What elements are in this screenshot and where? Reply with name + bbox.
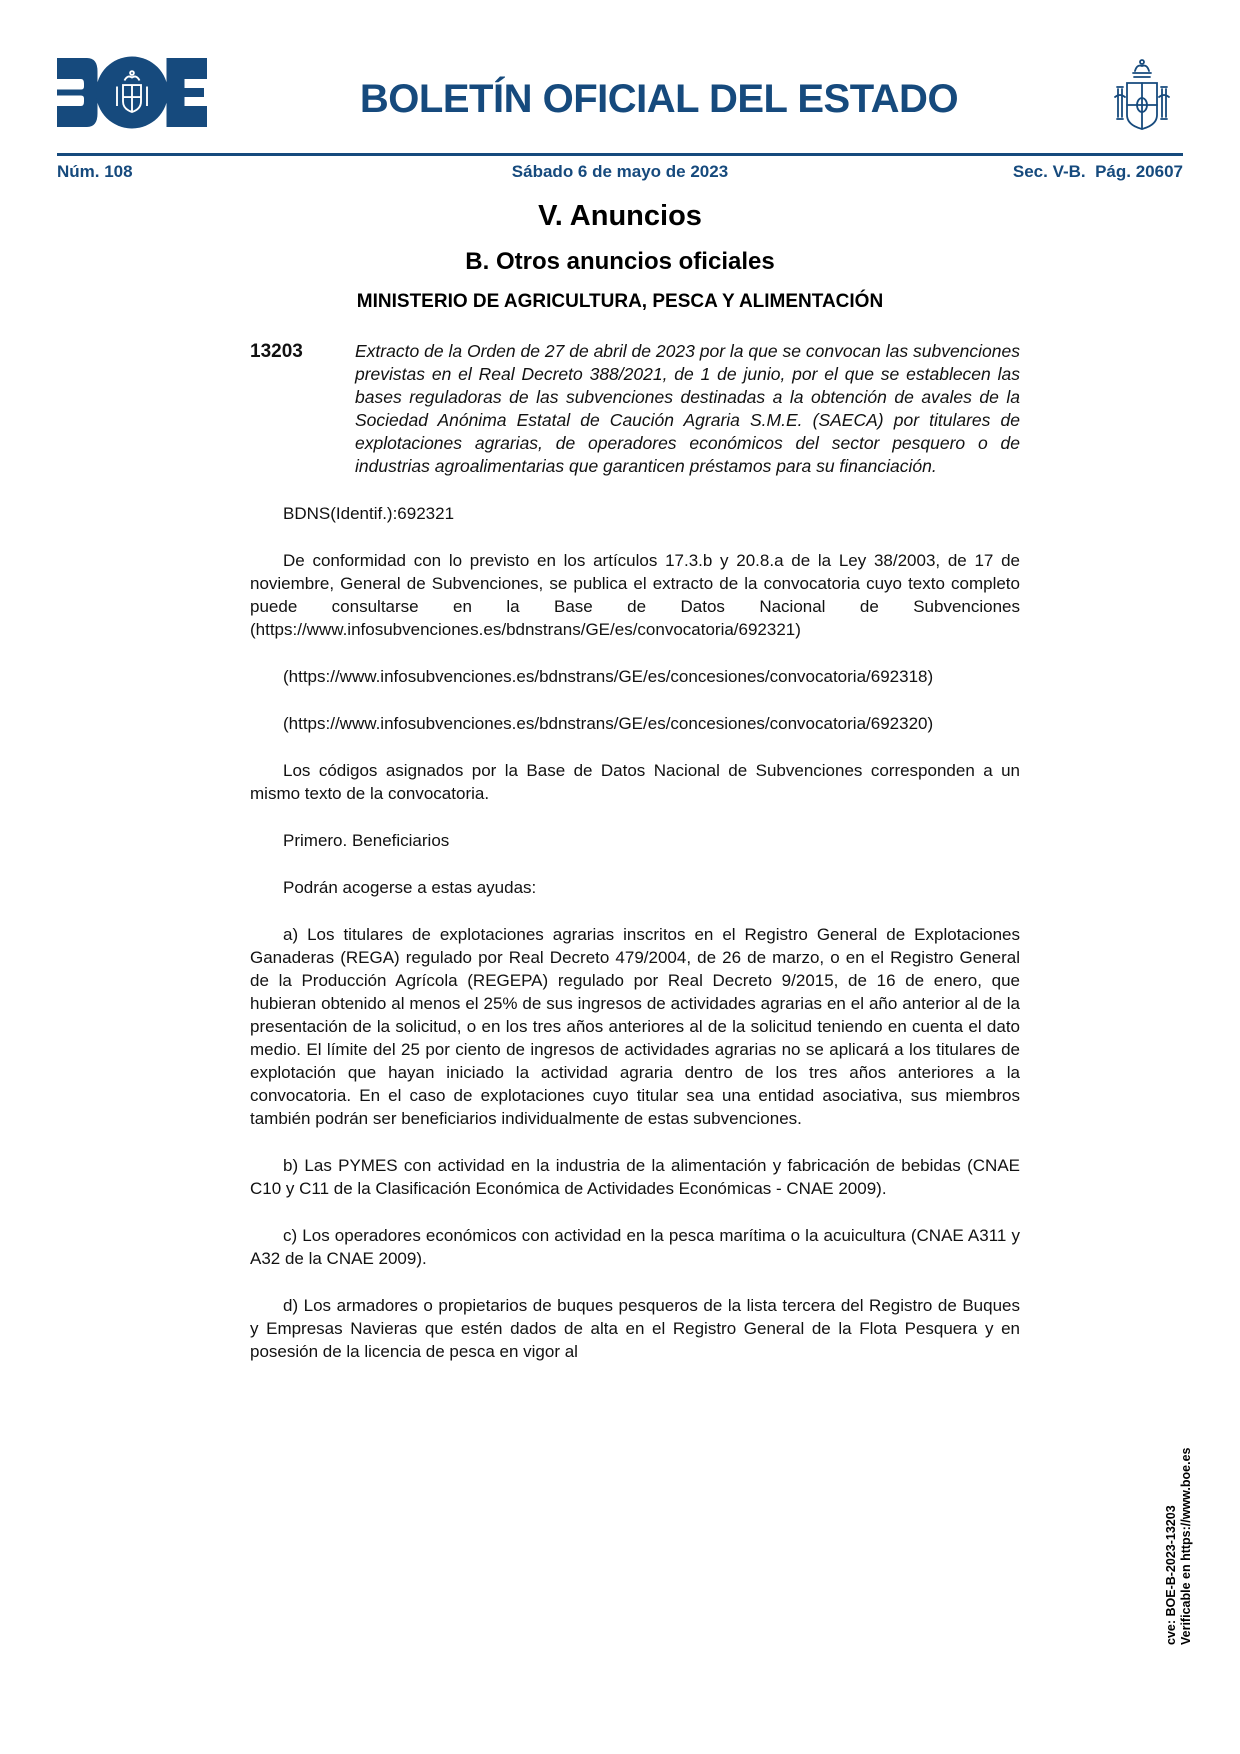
spain-coat-of-arms-icon (1111, 57, 1173, 141)
body-paragraph-item-a: a) Los titulares de explotaciones agrarias inscritos en el Registro General de Explotaciones Ganaderas (REGA) regulado por Real Decreto 479/2004, de 26 de marzo, o en el Registro General de la Producción Agrícola (REGEPA) regulado por Real Decreto 9/2015, de 16 de enero, que hubieran obtenido al menos el 25% de sus ingresos de actividades agrarias en el año anterior al de la presentación de la solicitud, o en los tres años anteriores al de la solicitud teniendo en cuenta el dato medio. El límite del 25 por ciento de ingresos de actividades agrarias no se aplicará a los titulares de explotación que hayan iniciado la actividad agraria dentro de los tres años anteriores a la convocatoria. En el caso de explotaciones cuyo titular sea una entidad asociativa, sus miembros también podrán ser beneficiarios individualmente de estas subvenciones. (250, 925, 1020, 1128)
cve-code: cve: BOE-B-2023-13203 (1164, 1505, 1178, 1645)
boe-logo-icon (57, 55, 207, 130)
announcement-extract: Extracto de la Orden de 27 de abril de 2023 por la que se convocan las subvenciones previstas en el Real Decreto 388/2021, de 1 de junio, por el que se establecen las bases reguladoras de las subvenciones destinadas a la obtención de avales de la Sociedad Anónima Estatal de Caución Agraria S.M.E. (SAECA) por titulares de explotaciones agrarias, de operadores económicos del sector pesquero o de industrias agroalimentarias que garanticen préstamos para su financiación. (355, 341, 1020, 476)
body-paragraph-url: (https://www.infosubvenciones.es/bdnstrans/GE/es/concesiones/convocatoria/692318) (283, 667, 934, 686)
cve-verifiable: Verificable en https://www.boe.es (1179, 1447, 1193, 1645)
issue-date: Sábado 6 de mayo de 2023 (511, 162, 729, 181)
announcement-number: 13203 (250, 341, 303, 362)
body-paragraph-item-d: d) Los armadores o propietarios de buques pesqueros de la lista tercera del Registro de Buques y Empresas Navieras que estén dados de alta en el Registro General de la Flota Pesquera y en posesión de la licencia de pesca en vigor al (250, 1296, 1020, 1361)
cve-vertical-text (1164, 1447, 1194, 1645)
ministry-heading: MINISTERIO DE AGRICULTURA, PESCA Y ALIMENTACIÓN (356, 291, 884, 312)
issue-number: Núm. 108 (57, 162, 133, 181)
masthead (57, 55, 1183, 141)
body-paragraph-url: (https://www.infosubvenciones.es/bdnstrans/GE/es/concesiones/convocatoria/692320) (283, 714, 934, 733)
body-paragraph-bdns: BDNS(Identif.):692321 (283, 504, 455, 523)
body-paragraph: Podrán acogerse a estas ayudas: (283, 878, 537, 897)
body-copy (250, 502, 1020, 1363)
body-paragraph: De conformidad con lo previsto en los artículos 17.3.b y 20.8.a de la Ley 38/2003, de 17 de noviembre, General de Subvenciones, se publica el extracto de la convocatoria cuyo texto completo puede consultarse en la Base de Datos Nacional de Subvenciones (https://www.infosubvenciones.es/bdnstrans/GE/es/convocatoria/692321) (250, 551, 1020, 639)
header-meta-row (57, 156, 1183, 182)
subsection-heading: B. Otros anuncios oficiales (465, 248, 775, 275)
page-title: BOLETÍN OFICIAL DEL ESTADO (359, 77, 959, 121)
body-paragraph-first-heading: Primero. Beneficiarios (283, 831, 450, 850)
announcement (250, 340, 1020, 478)
body-paragraph-item-b: b) Las PYMES con actividad en la industria de la alimentación y fabricación de bebidas (CNAE C10 y C11 de la Clasificación Económica de Actividades Económicas - CNAE 2009). (250, 1156, 1020, 1198)
body-paragraph-item-c: c) Los operadores económicos con actividad en la pesca marítima o la acuicultura (CNAE A311 y A32 de la CNAE 2009). (250, 1226, 1020, 1268)
section-heading: V. Anuncios (538, 200, 702, 232)
body-paragraph: Los códigos asignados por la Base de Datos Nacional de Subvenciones corresponden a un mismo texto de la convocatoria. (250, 761, 1020, 803)
section-page: Sec. V-B. Pág. 20607 (1012, 162, 1183, 181)
